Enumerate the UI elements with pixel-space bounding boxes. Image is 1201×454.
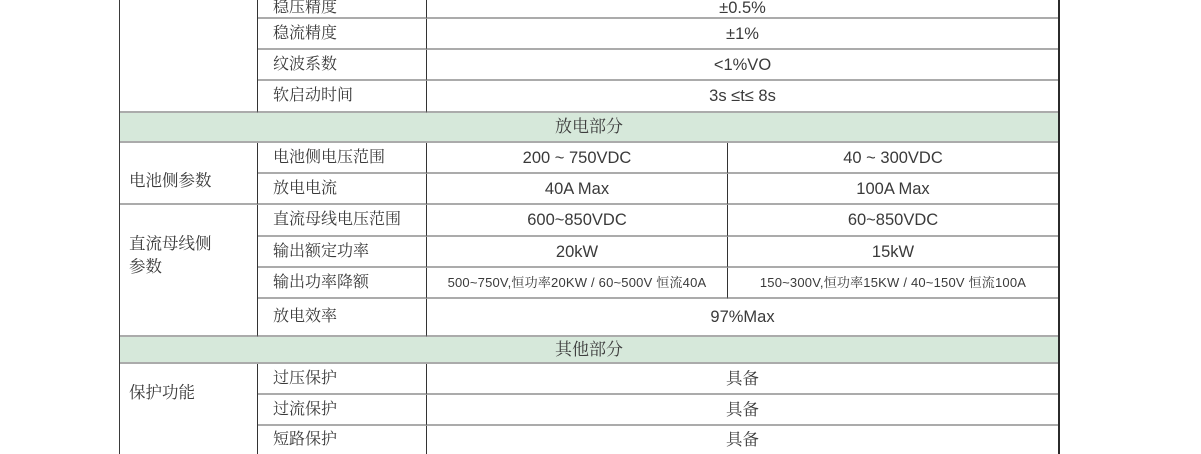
row-value-model2: 150~300V,恒功率15KW / 40~150V 恒流100A <box>728 268 1058 299</box>
section-header-other: 其他部分 <box>120 337 1058 364</box>
row-label: 过流保护 <box>258 395 427 426</box>
row-value-model2: 15kW <box>728 237 1058 268</box>
row-label: 输出额定功率 <box>258 237 427 268</box>
row-label: 短路保护 <box>258 426 427 454</box>
row-label: 稳流精度 <box>258 19 427 50</box>
row-value: 具备 <box>726 431 759 449</box>
row-label: 直流母线电压范围 <box>258 205 427 237</box>
row-value-model2: 40 ~ 300VDC <box>728 143 1058 174</box>
row-label: 过压保护 <box>258 364 427 395</box>
row-value-model1: 200 ~ 750VDC <box>427 143 728 174</box>
group-cell-empty-top <box>120 0 258 113</box>
row-value: 97%Max <box>427 299 1058 337</box>
row-value-model1: 500~750V,恒功率20KW / 60~500V 恒流40A <box>427 268 728 299</box>
row-value: 3s ≤t≤ 8s <box>427 81 1058 113</box>
row-label: 纹波系数 <box>258 50 427 81</box>
row-label: 软启动时间 <box>258 81 427 113</box>
row-value: 具备 <box>427 395 1058 426</box>
row-label: 放电电流 <box>258 174 427 205</box>
row-label: 输出功率降额 <box>258 268 427 299</box>
row-value-model1: 40A Max <box>427 174 728 205</box>
row-value: ±0.5% <box>427 0 1058 19</box>
row-label: 电池侧电压范围 <box>258 143 427 174</box>
group-cell-battery-side: 电池侧参数 <box>120 143 258 205</box>
spec-table <box>119 0 1060 454</box>
group-cell-protection: 保护功能 <box>120 364 258 454</box>
row-value-model2: 100A Max <box>728 174 1058 205</box>
row-label: 放电效率 <box>258 299 427 337</box>
row-label: 稳压精度 <box>258 0 427 19</box>
row-value: ±1% <box>427 19 1058 50</box>
row-value-model2: 60~850VDC <box>728 205 1058 237</box>
section-header-discharge: 放电部分 <box>120 113 1058 143</box>
row-value-model1: 600~850VDC <box>427 205 728 237</box>
row-value: 具备 <box>427 364 1058 395</box>
row-value-model1: 20kW <box>427 237 728 268</box>
group-cell-dc-bus-side: 直流母线侧参数 <box>120 205 258 337</box>
row-value: <1%VO <box>427 50 1058 81</box>
